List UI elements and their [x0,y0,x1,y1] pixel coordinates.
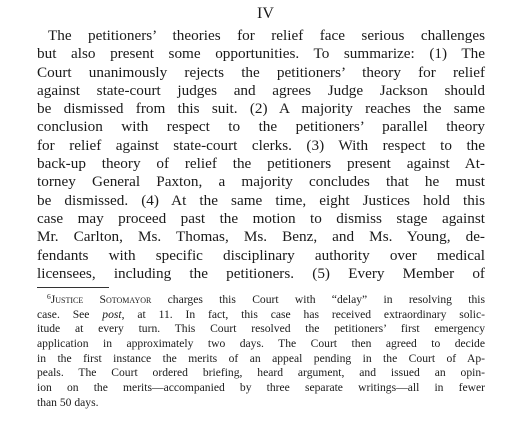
footnote-line: in the first instance the merits of an appeal pending in the Court of Ap- [37,351,485,365]
body-line: The petitioners’ theories for relief face serious challenges [48,27,485,44]
body-line: against state-court judges and agrees Judge Jackson should [37,81,485,99]
footnote-marker: 6 [47,292,51,301]
body-line: for relief against state-court clerks. (3) With respect to the [37,136,485,154]
body-line: Mr. Carlton, Ms. Thomas, Ms. Benz, and Ms. Young, de- [37,228,485,246]
body-line: conclusion with respect to the petitioners’ parallel theory [37,118,485,136]
body-line: be dismissed. (4) At the same time, eight Justices hold this [37,191,485,209]
footnote-text: , at 11. In fact, this case has received extraordinary solic- [121,307,485,321]
footnote-line: itude at every turn. This Court resolved the petitioners’ first emergency [37,322,485,336]
footnote-line [37,293,485,308]
body-line: but also present some opportunities. To summarize: (1) The [37,45,485,63]
body-line: back-up theory of relief the petitioners present against At- [37,155,485,173]
body-line: be dismissed from this suit. (2) A majority reaches the same [37,100,485,118]
footnote-text: case. See [37,307,103,321]
body-line: torney General Paxton, a majority concludes that he must [37,173,485,191]
section-heading: IV [257,5,274,22]
footnote-text: charges this Court with “delay” in resolving this [151,293,486,306]
footnote-divider [37,287,109,288]
body-text [37,27,485,283]
body-line: case may proceed past the motion to dismiss stage against [37,209,485,227]
footnote [37,293,485,411]
footnote-line: application in approximately two days. The Court then agreed to decide [37,337,485,351]
footnote-line: than 50 days. [37,395,99,409]
footnote-line: peals. The Court ordered briefing, heard argument, and issued an opin- [37,366,485,380]
body-line: Court unanimously rejects the petitioners’ theory for relief [37,63,485,81]
citation-post: post [102,307,122,321]
body-line: licensees, including the petitioners. (5) Every Member of [37,264,485,282]
footnote-line [37,308,485,323]
body-line: fendants with specific disciplinary authority over medical [37,246,485,264]
justice-name: Justice Sotomayor [50,293,152,306]
footnote-line: ion on the merits—accompanied by three separate writings—all in fewer [37,381,485,395]
